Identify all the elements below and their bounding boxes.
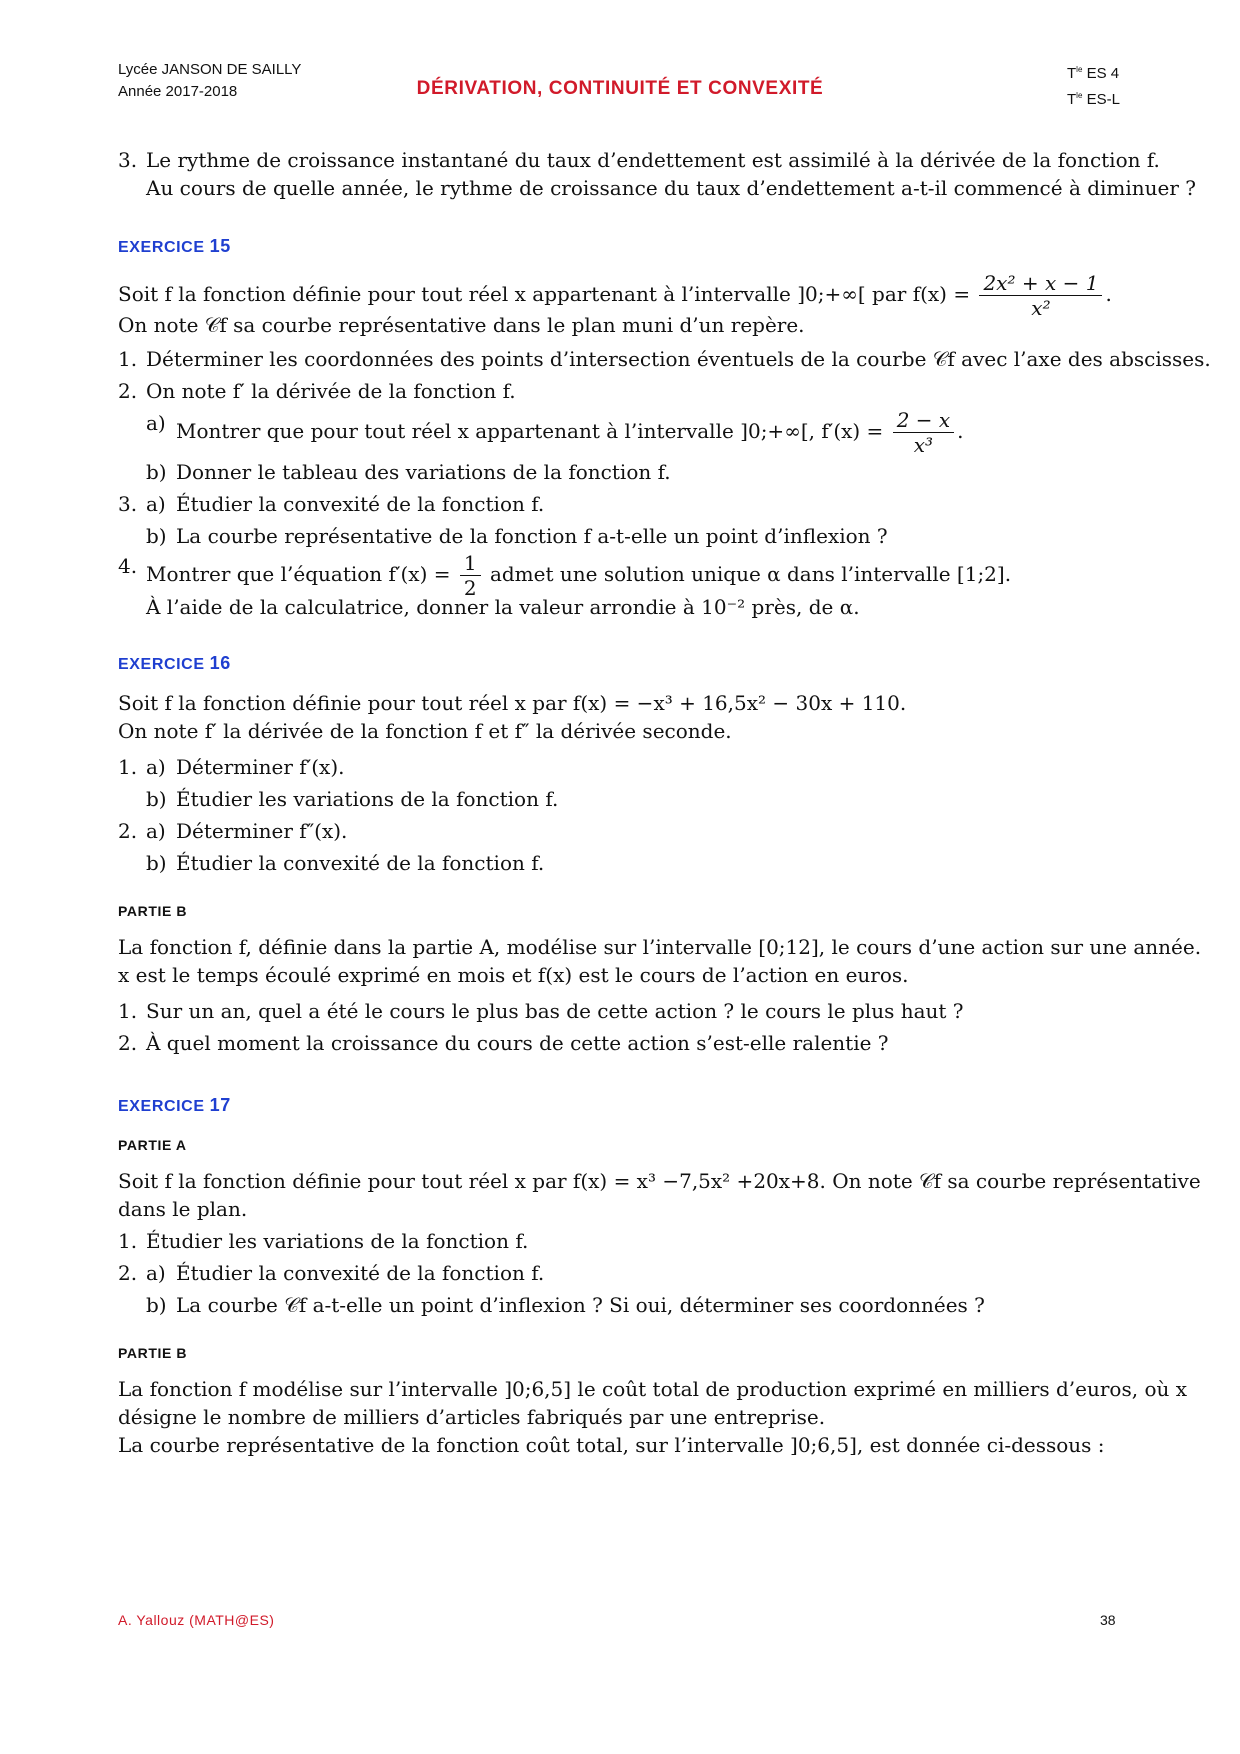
ex17-intro: Soit f la fonction définie pour tout réel x par f(x) = x³ −7,5x² +20x+8. On note 𝒞f sa courbe représentative (118, 1169, 1201, 1193)
footer-author: A. Yallouz (MATH@ES) (118, 1612, 275, 1628)
ex17-question-2a: 2. a) Étudier la convexité de la fonction f. (118, 1261, 545, 1285)
class-2: $T^{le}$ ES-L (1067, 91, 1120, 108)
ex17-question-1: 1. Étudier les variations de la fonction f. (118, 1229, 529, 1253)
ex16-question-2b: b) Étudier la convexité de la fonction f. (146, 851, 545, 875)
exercise-17-title: EXERCICE 17 (118, 1095, 231, 1115)
ex15-intro-line2: On note 𝒞f sa courbe représentative dans le plan muni d’un repère. (118, 313, 805, 337)
ex16-intro-line2: On note f′ la dérivée de la fonction f et f″ la dérivée seconde. (118, 719, 732, 743)
ex15-question-2b: b) Donner le tableau des variations de la fonction f. (146, 460, 671, 484)
exercise-16-title: EXERCICE 16 (118, 653, 231, 673)
ex15-fraction: $\frac{\text{2x² + x − 1}}{\text{x²}}$ (979, 272, 1102, 319)
ex15-intro: Soit f la fonction définie pour tout réel x appartenant à l’intervalle ]0;+∞[ par f(x) = $\frac{\text{2x² + x − 1}}{\text{x²}}$ . (118, 271, 1112, 320)
ex15-question-3a: 3. a) Étudier la convexité de la fonction f. (118, 492, 545, 516)
header-right (1067, 59, 1120, 111)
exercise-15-title: EXERCICE 15 (118, 236, 231, 256)
class-1: $T^{le}$ ES 4 (1067, 65, 1120, 82)
ex17-partie-a-title: PARTIE A (118, 1137, 187, 1153)
school-name: Lycée JANSON DE SAILLY (118, 61, 302, 78)
ex17-question-2b: b) La courbe 𝒞f a-t-elle un point d’inflexion ? Si oui, déterminer ses coordonnées ? (146, 1293, 985, 1317)
ex16-partie-b-question-2: 2. À quel moment la croissance du cours de cette action s’est-elle ralentie ? (118, 1031, 889, 1055)
page-title: DÉRIVATION, CONTINUITÉ ET CONVEXITÉ (416, 78, 824, 99)
ex15-question-4: 4. Montrer que l’équation f′(x) = $\frac{1}{2}$ admet une solution unique α dans l’intervalle [1;2]. (118, 551, 1012, 600)
ex16-partie-b-intro-line2: x est le temps écoulé exprimé en mois et f(x) est le cours de l’action en euros. (118, 963, 909, 987)
page-number: 38 (1100, 1612, 1116, 1628)
ex14-question-3-line2: Au cours de quelle année, le rythme de croissance du taux d’endettement a-t-il commencé à diminuer ? (146, 176, 1197, 200)
ex15-derivative-fraction: $\frac{2 - x}{\text{x³}}$ (893, 409, 954, 456)
ex17-intro-line2: dans le plan. (118, 1197, 248, 1221)
ex17-partie-b-line1: La fonction f modélise sur l’intervalle ]0;6,5] le coût total de production exprimé en milliers d’euros, où x (118, 1377, 1188, 1401)
ex16-question-1a: 1. a) Déterminer f′(x). (118, 755, 345, 779)
ex17-partie-b-line3: La courbe représentative de la fonction coût total, sur l’intervalle ]0;6,5], est donnée ci-dessous : (118, 1433, 1105, 1457)
ex14-q3-line1: Le rythme de croissance instantané du taux d’endettement est assimilé à la dérivée de la fonction f. (146, 148, 1160, 172)
ex15-question-2a: a) Montrer que pour tout réel x appartenant à l’intervalle ]0;+∞[, f′(x) = $\frac{2 - x}{\text{x³}}$ . (146, 408, 964, 457)
ex15-question-3b: b) La courbe représentative de la fonction f a-t-elle un point d’inflexion ? (146, 524, 888, 548)
ex15-question-2: 2. On note f′ la dérivée de la fonction f. (118, 379, 516, 403)
ex16-intro: Soit f la fonction définie pour tout réel x par f(x) = −x³ + 16,5x² − 30x + 110. (118, 691, 907, 715)
ex16-partie-b-question-1: 1. Sur un an, quel a été le cours le plus bas de cette action ? le cours le plus haut ? (118, 999, 964, 1023)
ex16-partie-b-intro: La fonction f, définie dans la partie A, modélise sur l’intervalle [0;12], le cours d’une action sur une année. (118, 935, 1202, 959)
ex15-half-fraction: $\frac{1}{2}$ (460, 552, 481, 599)
ex17-partie-b-title: PARTIE B (118, 1345, 188, 1361)
ex15-question-4-line2: À l’aide de la calculatrice, donner la valeur arrondie à 10⁻² près, de α. (146, 595, 860, 619)
ex14-question-3: 3. Le rythme de croissance instantané du taux d’endettement est assimilé à la dérivée de la fonction f. (118, 148, 1160, 172)
ex16-question-2a: 2. a) Déterminer f″(x). (118, 819, 348, 843)
school-year: Année 2017-2018 (118, 83, 238, 100)
page-content (118, 146, 1211, 1459)
ex15-question-1: 1. Déterminer les coordonnées des points d’intersection éventuels de la courbe 𝒞f avec l’axe des abscisses. (118, 347, 1211, 371)
ex17-partie-b-line2: désigne le nombre de milliers d’articles fabriqués par une entreprise. (118, 1405, 826, 1429)
ex16-question-1b: b) Étudier les variations de la fonction f. (146, 787, 559, 811)
ex16-partie-b-title: PARTIE B (118, 903, 188, 919)
